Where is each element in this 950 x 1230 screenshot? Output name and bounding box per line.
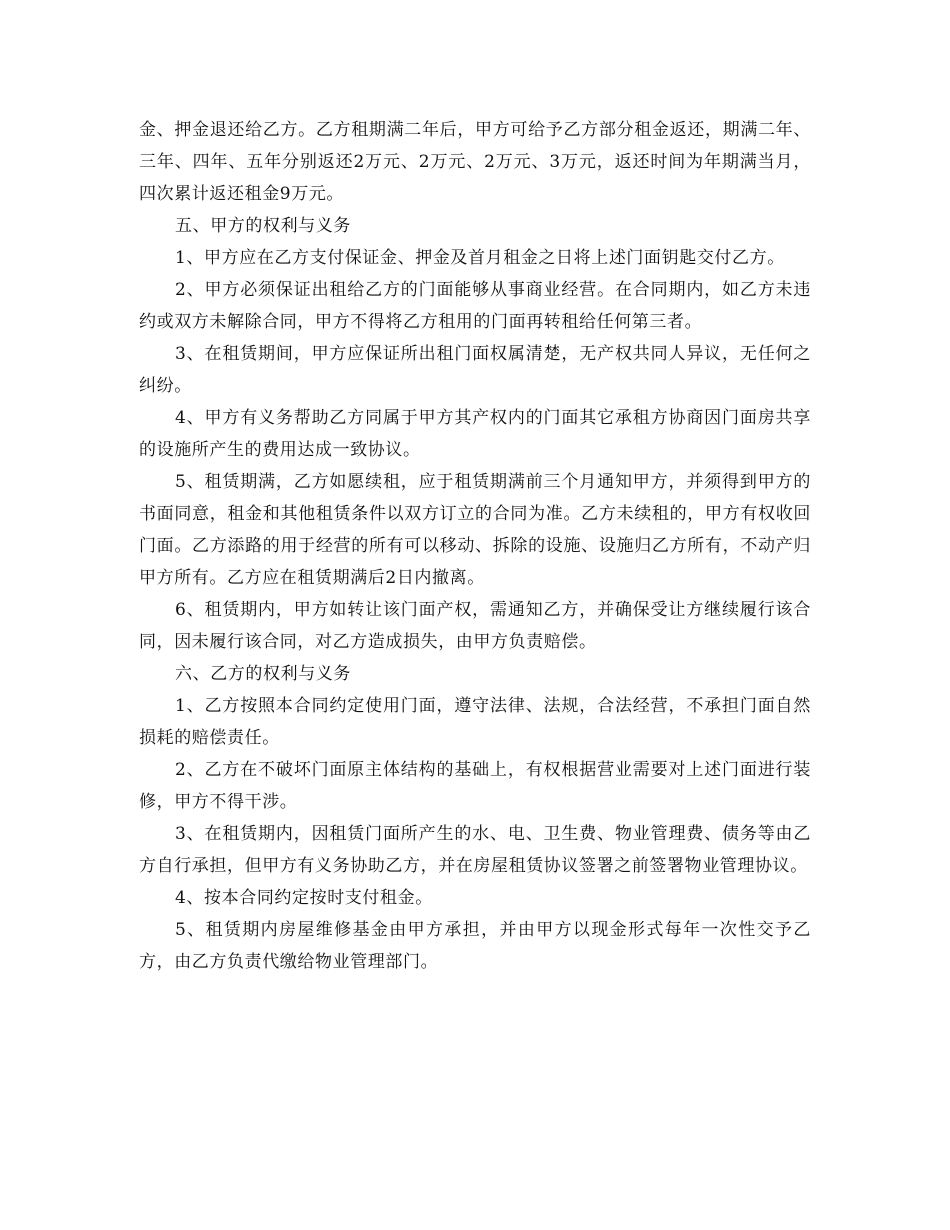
clause-b-2: 2、乙方在不破坏门面原主体结构的基础上，有权根据营业需要对上述门面进行装修，甲方不得干涉。 — [139, 760, 811, 812]
document-body — [139, 114, 811, 978]
clause-b-5: 5、租赁期内房屋维修基金由甲方承担，并由甲方以现金形式每年一次性交予乙方，由乙方负责代缴给物业管理部门。 — [139, 920, 811, 972]
clause-a-3: 3、在租赁期间，甲方应保证所出租门面权属清楚，无产权共同人异议，无任何之纠纷。 — [139, 344, 811, 396]
clause-a-1: 1、甲方应在乙方支付保证金、押金及首月租金之日将上述门面钥匙交付乙方。 — [175, 248, 785, 268]
clause-a-2: 2、甲方必须保证出租给乙方的门面能够从事商业经营。在合同期内，如乙方未违约或双方未解除合同，甲方不得将乙方租用的门面再转租给任何第三者。 — [139, 280, 811, 332]
clause-b-1: 1、乙方按照本合同约定使用门面，遵守法律、法规，合法经营，不承担门面自然损耗的赔偿责任。 — [139, 696, 811, 748]
paragraph-continuation: 金、押金退还给乙方。乙方租期满二年后，甲方可给予乙方部分租金返还，期满二年、三年、四年、五年分别返还2万元、2万元、2万元、3万元，返还时间为年期满当月，四次累计返还租金9万元。 — [139, 120, 811, 204]
clause-b-4: 4、按本合同约定按时支付租金。 — [175, 888, 433, 908]
clause-a-4: 4、甲方有义务帮助乙方同属于甲方其产权内的门面其它承租方协商因门面房共享的设施所产生的费用达成一致协议。 — [139, 408, 811, 460]
section-heading-party-a: 五、甲方的权利与义务 — [175, 216, 351, 236]
clause-a-6: 6、租赁期内，甲方如转让该门面产权，需通知乙方，并确保受让方继续履行该合同，因未履行该合同，对乙方造成损失，由甲方负责赔偿。 — [139, 600, 811, 652]
clause-a-5: 5、租赁期满，乙方如愿续租，应于租赁期满前三个月通知甲方，并须得到甲方的书面同意，租金和其他租赁条件以双方订立的合同为准。乙方未续租的，甲方有权收回门面。乙方添路的用于经营的所有可以移动、拆除的设施、设施归乙方所有，不动产归甲方所有。乙方应在租赁期满后2日内撤离。 — [139, 472, 811, 588]
section-heading-party-b: 六、乙方的权利与义务 — [175, 664, 351, 684]
clause-b-3: 3、在租赁期内，因租赁门面所产生的水、电、卫生费、物业管理费、债务等由乙方自行承担，但甲方有义务协助乙方，并在房屋租赁协议签署之前签署物业管理协议。 — [139, 824, 811, 876]
